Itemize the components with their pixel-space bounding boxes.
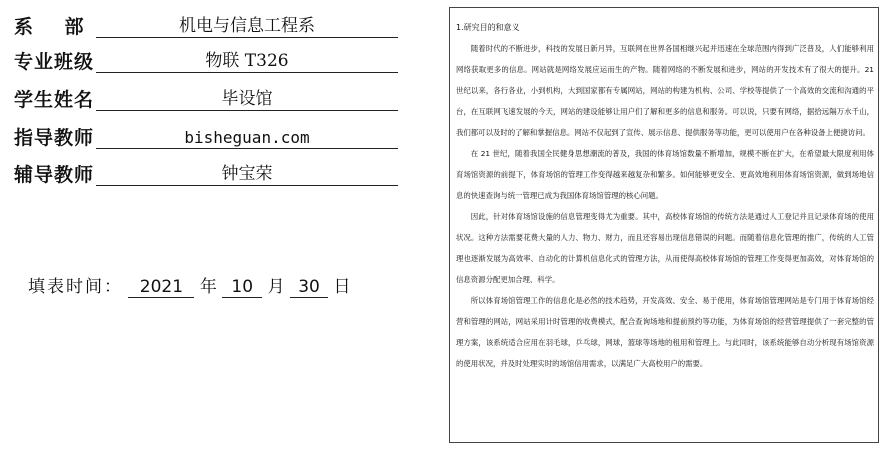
fill-date-year: 2021 (128, 277, 194, 298)
fill-date-label: 填表时间： (28, 277, 123, 297)
fill-date (28, 272, 350, 298)
document-content (456, 17, 874, 374)
class-row (14, 47, 398, 73)
student-name-value: 毕设馆 (221, 89, 273, 109)
cover-form (0, 0, 420, 449)
department-row (14, 12, 398, 38)
advisor-row (14, 123, 398, 149)
department-value: 机电与信息工程系 (179, 16, 315, 36)
paragraph: 随着时代的不断进步，科技的发展日新月异，互联网在世界各国相继兴起并迅速在全球范围内得到广泛普及，人们能够利用网络获取更多的信息。网站就是网络发展应运而生的产物。随着网络的不断发展和进步，网站的开发技术有了很大的提升。21 世纪以来，各行各业，小到机构，大到国家都有专属网站，网站的构建为机构、公司、学校等提供了一个高效的交流和沟通的平台，在互联网飞速发展的今天，网站的建设能够让用户们了解和更多的信息和服务。可以说，只要有网络，据拾远隔万水千山，我们都可以及时的了解和掌握信息。网站不仅起到了宣传、展示信息、提供服务等功能，更可以使用户在各种设备上便捷访问。 (456, 44, 874, 137)
class-label: 专业班级 (14, 51, 95, 73)
tutor-value: 钟宝荣 (221, 164, 273, 184)
section-heading: 1.研究目的和意义 (456, 23, 520, 32)
paragraph: 所以体育场馆管理工作的信息化是必然的技术趋势，开发高效、安全、易于使用，体育场馆管理网站是专门用于体育场馆经营和管理的网站，网站采用计时管理的收费模式，配合查询场地和提前预约等功能，为体育场馆的经营管理提供了一套完整的管理方案，该系统适合应用在羽毛球，乒乓球，网球，篮球等场地的租用和管理上。与此同时，该系统能够自动分析现有场馆资源的使用状况，并及时处理实时的场馆信用需求，以满足广大高校用户的需要。 (456, 296, 874, 368)
student-name-row (14, 85, 398, 111)
advisor-value: bisheguan.com (184, 128, 310, 147)
fill-date-year-unit: 年 (199, 277, 217, 297)
fill-date-day: 30 (290, 277, 328, 298)
class-value: 物联 T326 (205, 51, 289, 71)
department-label: 系 部 (14, 16, 85, 38)
advisor-label: 指导教师 (14, 127, 95, 149)
paragraph: 因此，针对体育场馆设施的信息管理变得尤为重要。其中，高校体育场馆的传统方法是通过人工登记并且记录体育场的使用状况。这种方法需要花费大量的人力、物力、财力，而且还容易出现信息错误的问题。而随着信息化管理的推广，传统的人工管理也逐渐发展为高效率、自动化的计算机信息化式的管理方法，从而使得高校体育场馆的管理工作变得更加高效，对体育场馆的信息资源分配更加合理、科学。 (456, 212, 874, 284)
paragraph: 在 21 世纪，随着我国全民健身思想潮流的普及，我国的体育场馆数量不断增加，规模不断在扩大，在希望最大限度利用体育场馆资源的前提下，体育场馆的管理工作变得越来越复杂和繁多。如何能够更安全、更高效地利用体育场馆资源，做到场地信息的快速查询与统一管理已成为我国体育场馆管理的核心问题。 (456, 149, 874, 200)
document-page (449, 7, 879, 443)
fill-date-month: 10 (222, 277, 262, 298)
student-name-label: 学生姓名 (14, 89, 95, 111)
fill-date-day-unit: 日 (333, 277, 351, 297)
tutor-label: 辅导教师 (14, 164, 95, 186)
tutor-row (14, 160, 398, 186)
fill-date-month-unit: 月 (267, 277, 285, 297)
